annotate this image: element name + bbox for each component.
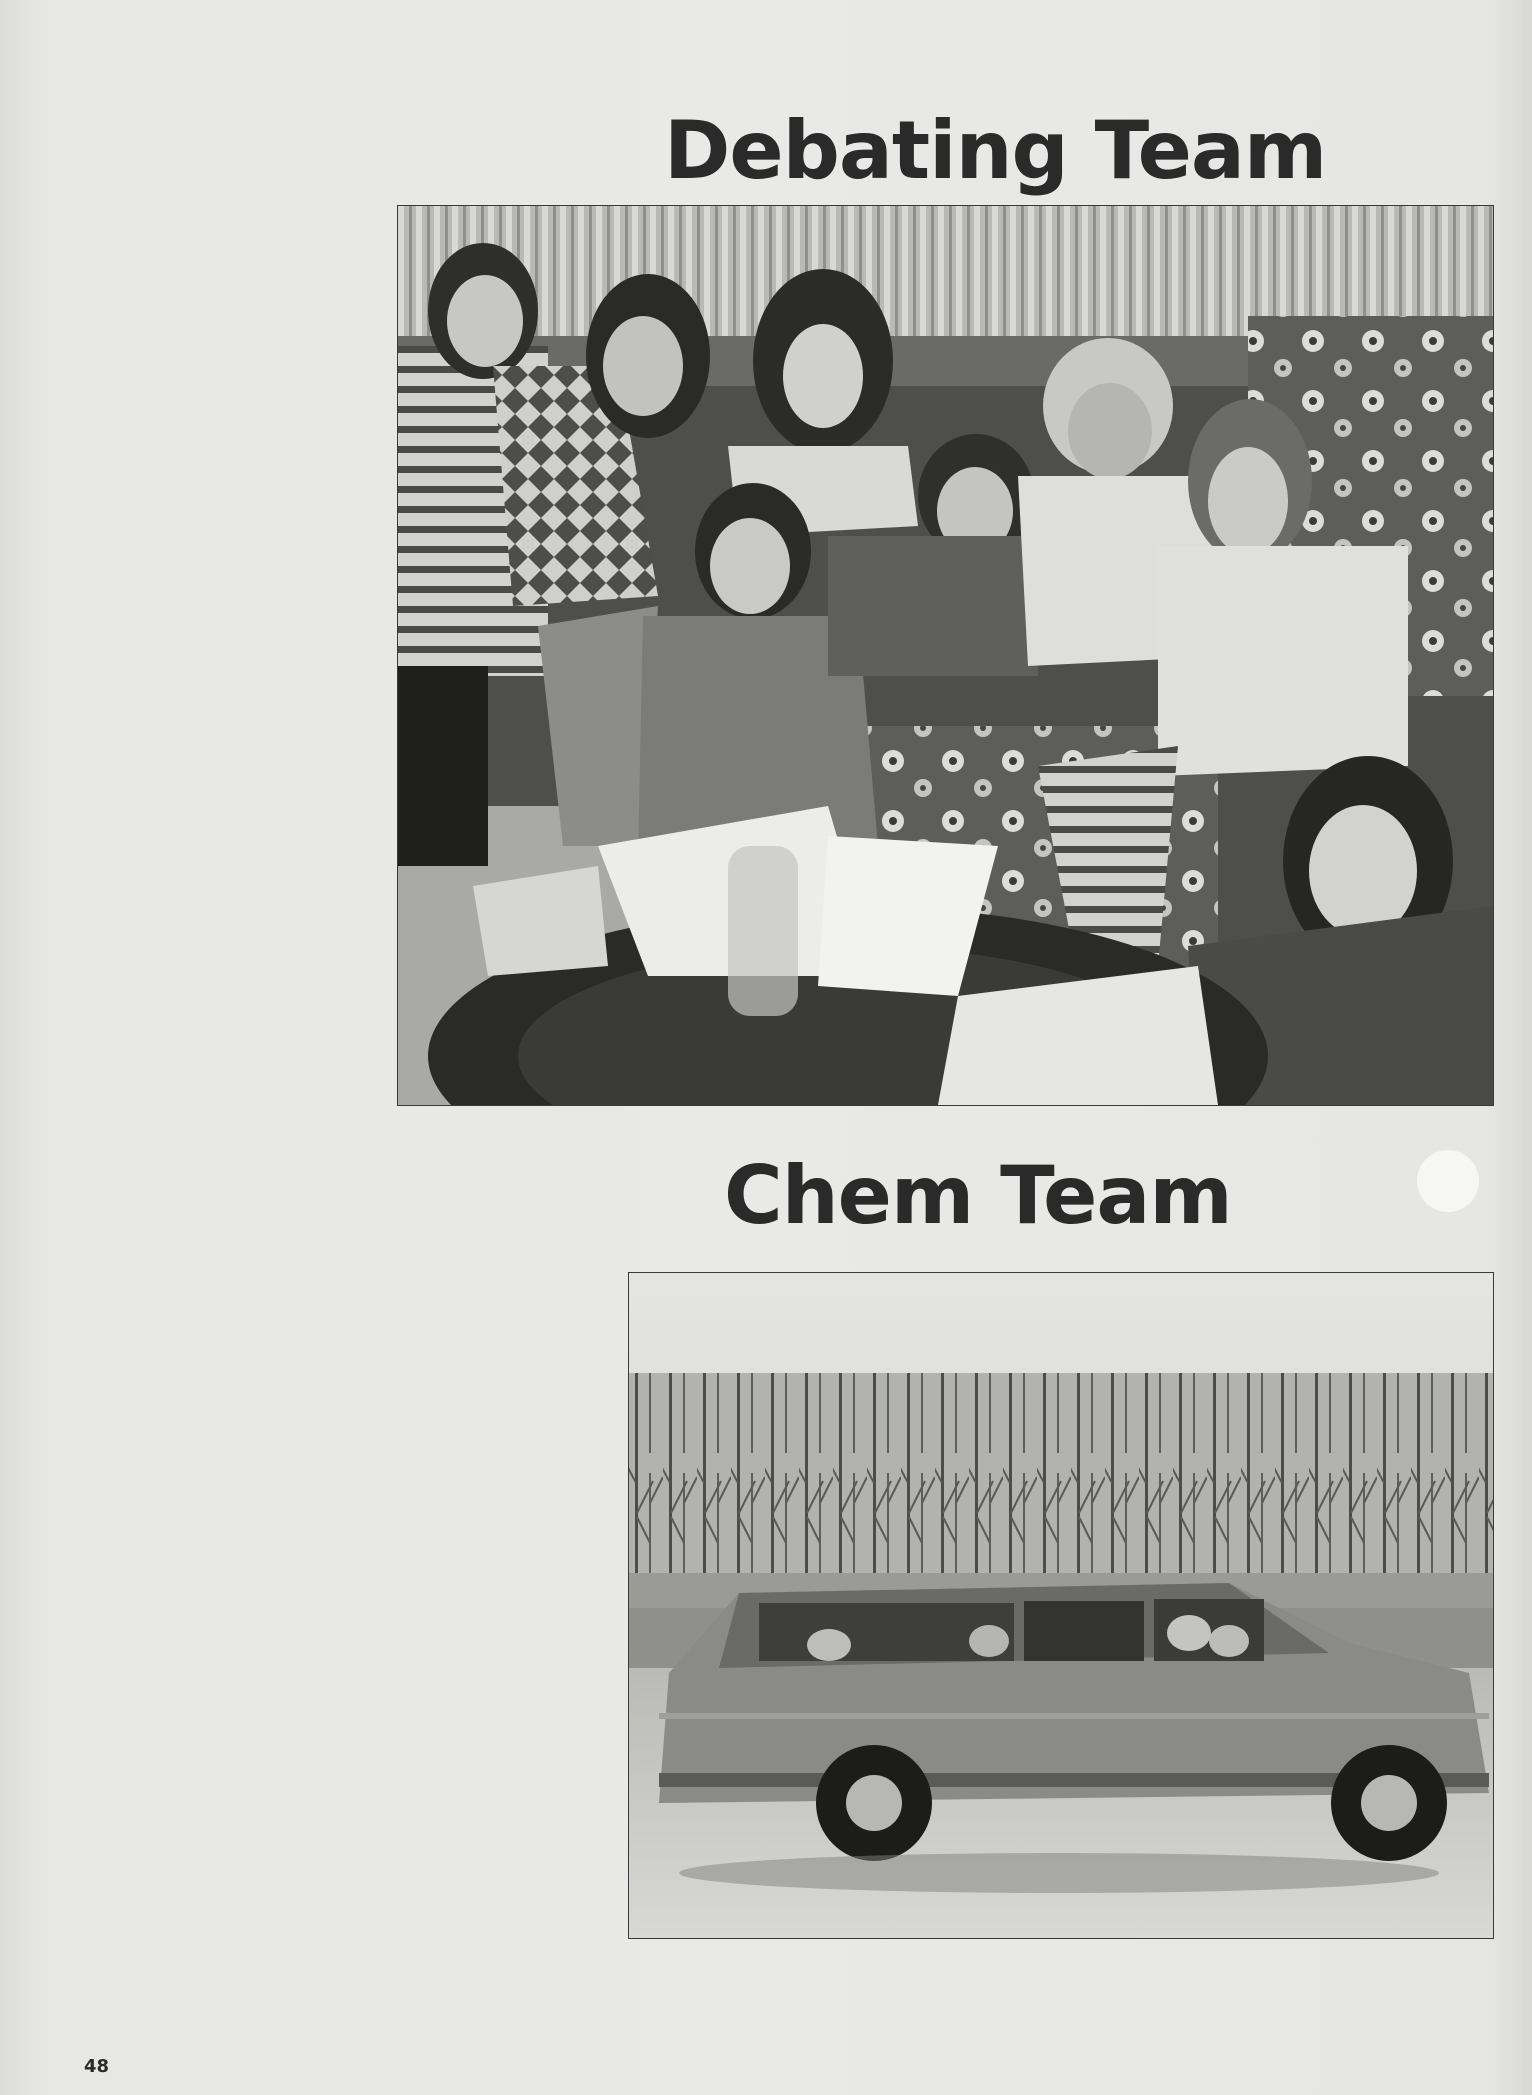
debating-team-heading: Debating Team — [664, 104, 1327, 197]
page-number: 48 — [84, 2056, 110, 2077]
chem-team-photo — [629, 1273, 1493, 1938]
chem-team-heading: Chem Team — [724, 1149, 1232, 1242]
punch-hole — [1417, 1150, 1479, 1212]
debating-team-photo — [398, 206, 1493, 1105]
debating-team-photo-graphic — [398, 206, 1493, 1105]
chem-team-photo-graphic — [629, 1273, 1493, 1938]
